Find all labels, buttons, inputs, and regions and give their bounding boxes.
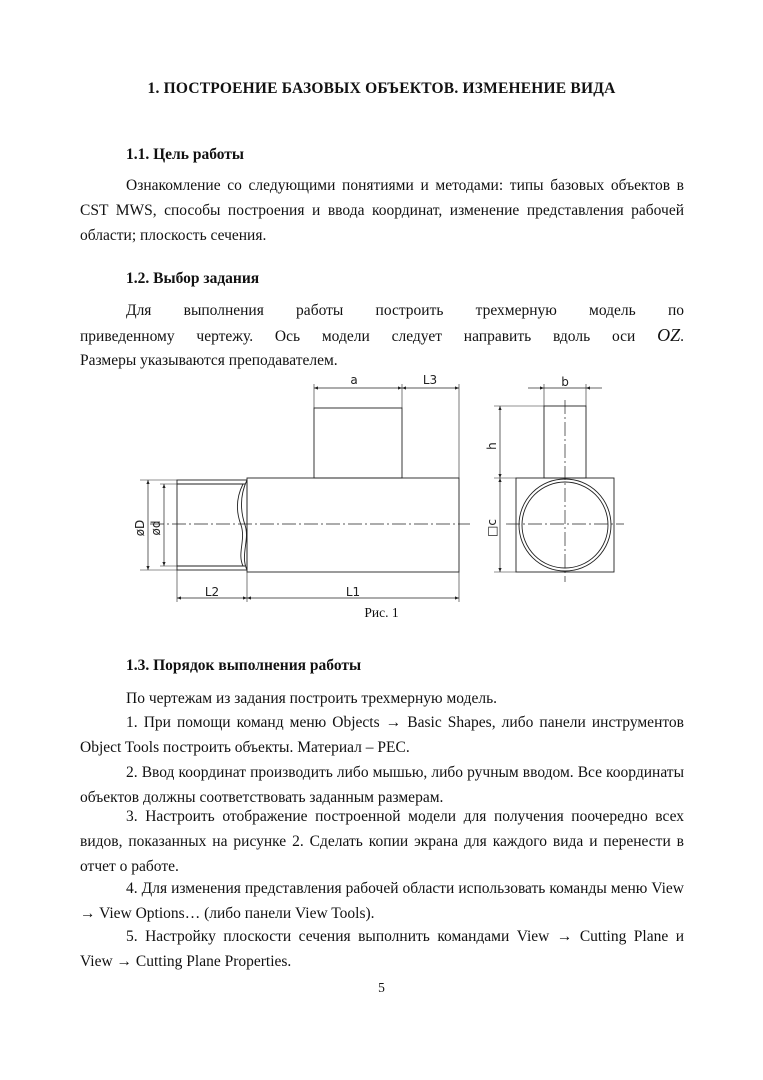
small-pipe-outline [177,480,247,570]
label-L1: L1 [345,585,361,599]
step-2: 2. Ввод координат производить либо мышью, либо ручным вводом. Все координаты объектов должны соответствовать заданным размерам. [80,764,684,806]
step-5: 5. Настройку плоскости сечения выполнить командами View → Cutting Plane и View → Cutting Plane Properties. [80,928,684,970]
section-1-2-line3: Размеры указываются преподавателем. [80,352,338,369]
break-line [241,480,247,570]
section-1-2-heading: 1.2. Выбор задания [126,270,260,287]
section-1-2-line2: приведенному чертежу. Ось модели следует направить вдоль оси OZ. [80,325,684,345]
label-L3: L3 [422,373,438,387]
section-1-1-text: Ознакомление со следующими понятиями и методами: типы базовых объектов в CST MWS, способы построения и ввода координат, изменение представления рабочей области; плоскость сечения. [80,177,684,244]
figure-1-drawing [120,370,650,602]
top-block-outline [314,408,402,478]
figure-1-caption: Рис. 1 [364,605,399,620]
main-body-outline [247,478,459,572]
section-1-3-intro: По чертежам из задания построить трехмерную модель. [126,690,498,707]
label-h: h [485,442,499,450]
label-L2: L2 [204,585,220,599]
step-3: 3. Настроить отображение построенной модели для получения поочередно всех видов, показанных на рисунке 2. Сделать копии экрана для каждого вида и перенести в отчет о работе. [80,808,684,875]
step-4: 4. Для изменения представления рабочей области использовать команды меню View → View Options… (либо панели View Tools). [80,880,684,922]
section-1-3-heading: 1.3. Порядок выполнения работы [126,657,362,674]
section-1-2-line1: Для выполнения работы построить трехмерную модель по [126,302,684,319]
label-b: b [561,375,569,389]
section-1-1-heading: 1.1. Цель работы [126,146,245,163]
label-D: øD [133,519,147,537]
label-a: a [350,373,358,387]
page-number: 5 [378,980,385,995]
chapter-title: 1. ПОСТРОЕНИЕ БАЗОВЫХ ОБЪЕКТОВ. ИЗМЕНЕНИЕ ВИДА [147,80,616,97]
label-c: □c [485,519,499,537]
step-1: 1. При помощи команд меню Objects → Basic Shapes, либо панели инструментов Object Tools построить объекты. Материал – PEC. [80,714,684,756]
label-d: ød [149,520,163,536]
axis-label: OZ [657,325,681,345]
